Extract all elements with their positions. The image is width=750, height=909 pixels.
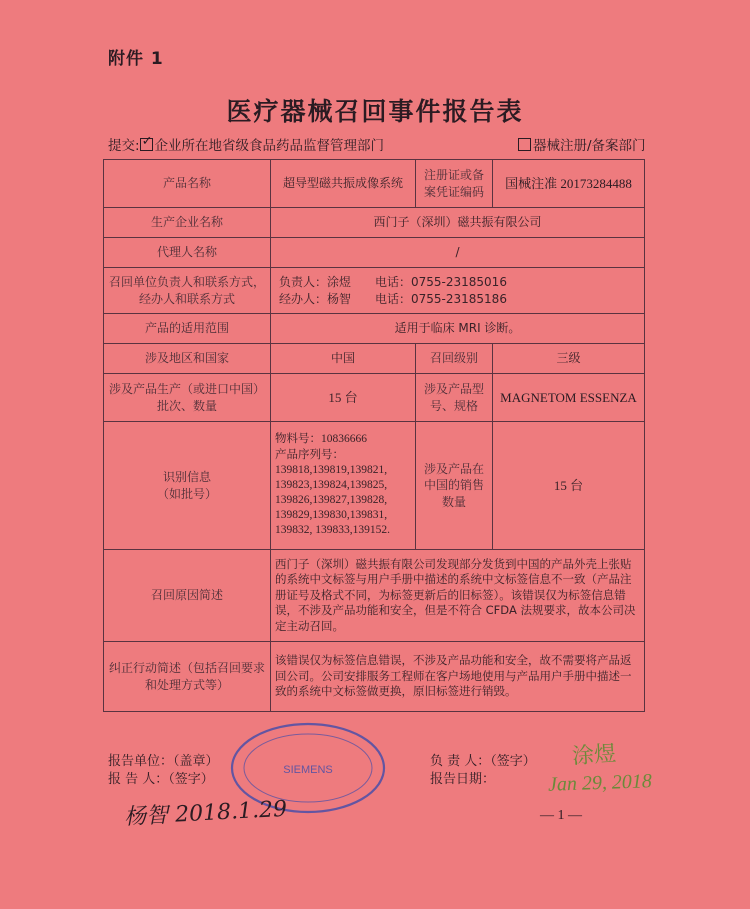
manufacturer-value: 西门子（深圳）磁共振有限公司 <box>271 208 645 238</box>
submit-prefix: 提交: <box>108 138 140 154</box>
reason-value: 西门子（深圳）磁共振有限公司发现部分发货到中国的产品外壳上张贴的系统中文标签与用户手册中描述的系统中文标签信息不一致（产品注册证号及格式不同，为标签更新后的旧标签）。该错误仅为标签信息错误，不涉及产品功能和安全，但是不符合 CFDA 法规要求，故本公司决定主动召回。 <box>271 550 645 642</box>
page-title: 医疗器械召回事件报告表 <box>226 97 524 126</box>
agent-value: / <box>271 238 645 268</box>
row-quantity <box>104 374 645 422</box>
contact-handler: 经办人：杨智 电话：0755-23185186 <box>279 291 507 306</box>
row-action <box>104 642 645 712</box>
level-label: 召回级别 <box>416 344 493 374</box>
attachment-label: 附件 1 <box>108 49 164 69</box>
product-name-value: 超导型磁共振成像系统 <box>271 160 416 208</box>
signature-reporter: 杨智 2018.1.29 <box>123 796 288 831</box>
submit-to-row <box>108 134 384 154</box>
ident-line: 物料号：10836666 <box>275 433 367 446</box>
ident-line: 产品序列号： <box>275 448 344 461</box>
reg-no-value: 国械注准 20173284488 <box>493 160 645 208</box>
ident-line: 139829,139830,139831, <box>275 509 388 522</box>
ident-line: 139832, 139833,139152. <box>275 524 390 537</box>
ident-line: 139826,139827,139828, <box>275 494 388 507</box>
manufacturer-label: 生产企业名称 <box>104 208 271 238</box>
row-region <box>104 344 645 374</box>
ident-line: 139823,139824,139825, <box>275 478 388 491</box>
signature-responsible: 涂煜 <box>571 741 617 770</box>
sales-value: 15 台 <box>493 422 645 550</box>
page-number: — 1 — <box>540 808 582 823</box>
alt-dept-label: 器械注册/备案部门 <box>533 138 646 154</box>
row-product <box>104 160 645 208</box>
region-value: 中国 <box>271 344 416 374</box>
qty-label: 涉及产品生产（或进口中国）批次、数量 <box>104 374 271 422</box>
action-value: 该错误仅为标签信息错误，不涉及产品功能和安全，故不需要将产品返回公司。公司安排服务工程师在客户场地使用与产品用户手册中描述一致的系统中文标签做更换，原旧标签进行销毁。 <box>271 642 645 712</box>
checkbox-registration[interactable] <box>518 138 531 151</box>
agent-label: 代理人名称 <box>104 238 271 268</box>
action-label: 纠正行动简述（包括召回要求和处理方式等） <box>104 642 271 712</box>
sales-label: 涉及产品在中国的销售数量 <box>416 422 493 550</box>
contact-label: 召回单位负责人和联系方式，经办人和联系方式 <box>104 268 271 314</box>
stamp-center-text: SIEMENS <box>283 764 333 776</box>
region-label: 涉及地区和国家 <box>104 344 271 374</box>
scope-label: 产品的适用范围 <box>104 314 271 344</box>
ident-value <box>271 422 416 550</box>
level-value: 三级 <box>493 344 645 374</box>
row-contact <box>104 268 645 314</box>
ident-label <box>104 422 271 550</box>
signature-date: Jan 29, 2018 <box>547 770 653 796</box>
alt-dept-row <box>518 134 646 154</box>
reason-label: 召回原因简述 <box>104 550 271 642</box>
reg-no-label: 注册证或备案凭证编码 <box>416 160 493 208</box>
footer-date-label: 报告日期： <box>430 772 496 787</box>
product-name-label: 产品名称 <box>104 160 271 208</box>
row-manufacturer <box>104 208 645 238</box>
ident-label-sub: （如批号） <box>156 486 217 501</box>
row-scope <box>104 314 645 344</box>
row-identification <box>104 422 645 550</box>
company-stamp <box>228 718 388 818</box>
footer-responsible-label: 负 责 人：（签字） <box>430 754 536 769</box>
ident-label-title: 识别信息 <box>162 470 211 485</box>
recall-report-table <box>103 159 645 712</box>
model-label: 涉及产品型号、规格 <box>416 374 493 422</box>
row-agent <box>104 238 645 268</box>
footer-unit-label: 报告单位：（盖章） <box>108 754 219 769</box>
model-value: MAGNETOM ESSENZA <box>493 374 645 422</box>
scope-value: 适用于临床 MRI 诊断。 <box>271 314 645 344</box>
row-reason <box>104 550 645 642</box>
checkbox-provincial[interactable] <box>140 138 153 151</box>
ident-line: 139818,139819,139821, <box>275 463 388 476</box>
submit-dept-label: 企业所在地省级食品药品监督管理部门 <box>154 138 385 154</box>
qty-value: 15 台 <box>271 374 416 422</box>
contact-responsible: 负责人：涂煜 电话：0755-23185016 <box>279 275 507 290</box>
footer-reporter-label: 报 告 人：（签字） <box>108 772 214 787</box>
contact-value <box>271 268 645 314</box>
